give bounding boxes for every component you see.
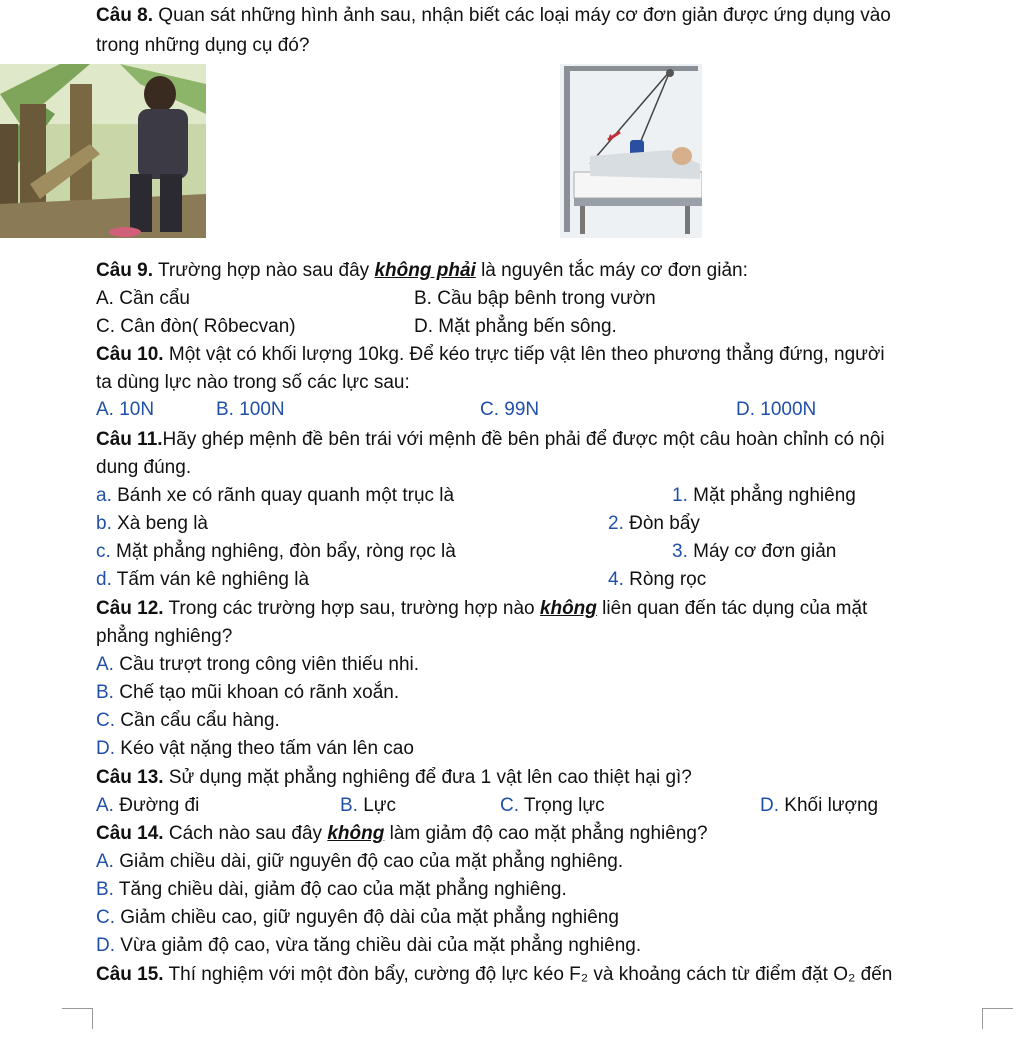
q11-right-3: 3. Máy cơ đơn giản <box>672 541 837 562</box>
q9-emphasis: không phải <box>374 260 476 281</box>
q9-option-b: B. Cầu bập bênh trong vườn <box>414 288 656 309</box>
q11-left-d: d. Tấm ván kê nghiêng là <box>96 569 310 590</box>
q8-line1: Câu 8. Quan sát những hình ảnh sau, nhận biết các loại máy cơ đơn giản được ứng dụng vào <box>96 5 891 26</box>
q12-option-d: D. Kéo vật nặng theo tấm ván lên cao <box>96 738 414 759</box>
q13-option-a: A. Đường đi <box>96 795 200 816</box>
q14-option-c: C. Giảm chiều cao, giữ nguyên độ dài của mặt phẳng nghiêng <box>96 907 619 928</box>
q9-option-c: C. Cân đòn( Rôbecvan) <box>96 316 296 337</box>
q13-line1: Câu 13. Sử dụng mặt phẳng nghiêng để đưa 1 vật lên cao thiệt hại gì? <box>96 767 692 788</box>
q13-option-d: D. Khối lượng <box>760 795 879 816</box>
q13-option-b: B. Lực <box>340 795 397 816</box>
page-corner-mark-right <box>982 1008 1013 1029</box>
q10-line1: Câu 10. Một vật có khối lượng 10kg. Để kéo trực tiếp vật lên theo phương thẳng đứng, người <box>96 344 885 365</box>
q12-line1: Câu 12. Trong các trường hợp sau, trường hợp nào không liên quan đến tác dụng của mặt <box>96 598 868 619</box>
traction-bed-photo <box>560 64 702 238</box>
q9-stem: Câu 9. Trường hợp nào sau đây không phải là nguyên tắc máy cơ đơn giản: <box>96 260 748 281</box>
q14-number: Câu 14. <box>96 823 164 844</box>
q13-option-c: C. Trọng lực <box>500 795 605 816</box>
q15-number: Câu 15. <box>96 964 164 985</box>
q10-number: Câu 10. <box>96 344 164 365</box>
q10-line2: ta dùng lực nào trong số các lực sau: <box>96 372 410 393</box>
q14-option-b: B. Tăng chiều dài, giảm độ cao của mặt phẳng nghiêng. <box>96 879 567 900</box>
q11-right-2: 2. Đòn bẩy <box>608 513 700 534</box>
q14-emphasis: không <box>327 823 385 844</box>
q11-line2: dung đúng. <box>96 457 192 478</box>
q8-line2: trong những dụng cụ đó? <box>96 35 310 56</box>
q12-line2: phẳng nghiêng? <box>96 626 233 647</box>
q8-number: Câu 8. <box>96 5 154 26</box>
q10-option-c: C. 99N <box>480 399 540 420</box>
q11-number: Câu 11. <box>96 429 163 450</box>
q13-number: Câu 13. <box>96 767 164 788</box>
q11-left-c: c. Mặt phẳng nghiêng, đòn bẩy, ròng rọc là <box>96 541 456 562</box>
q9-number: Câu 9. <box>96 260 154 281</box>
q10-option-a: A. 10N <box>96 399 155 420</box>
q11-line1: Câu 11.Hãy ghép mệnh đề bên trái với mệnh đề bên phải để được một câu hoàn chỉnh có nội <box>96 429 885 450</box>
q11-right-1: 1. Mặt phẳng nghiêng <box>672 485 856 506</box>
q10-option-d: D. 1000N <box>736 399 817 420</box>
q9-option-d: D. Mặt phẳng bến sông. <box>414 316 617 337</box>
page-corner-mark-left <box>62 1008 93 1029</box>
q14-option-d: D. Vừa giảm độ cao, vừa tăng chiều dài của mặt phẳng nghiêng. <box>96 935 642 956</box>
banana-tree-photo <box>0 64 206 238</box>
q12-option-a: A. Cầu trượt trong công viên thiếu nhi. <box>96 654 420 675</box>
q10-option-b: B. 100N <box>216 399 285 420</box>
q12-option-b: B. Chế tạo mũi khoan có rãnh xoắn. <box>96 682 400 703</box>
q12-option-c: C. Cần cẩu cẩu hàng. <box>96 710 280 731</box>
q11-left-b: b. Xà beng là <box>96 513 208 534</box>
q12-emphasis: không <box>539 598 597 619</box>
q9-option-a: A. Cần cẩu <box>96 288 190 309</box>
q14-line1: Câu 14. Cách nào sau đây không làm giảm độ cao mặt phẳng nghiêng? <box>96 823 708 844</box>
q15-line1: Câu 15. Thí nghiệm với một đòn bẩy, cường độ lực kéo F₂ và khoảng cách từ điểm đặt O₂ đến <box>96 964 893 985</box>
q11-right-4: 4. Ròng rọc <box>608 569 707 590</box>
q11-left-a: a. Bánh xe có rãnh quay quanh một trục là <box>96 485 455 506</box>
q12-number: Câu 12. <box>96 598 164 619</box>
q14-option-a: A. Giảm chiều dài, giữ nguyên độ cao của mặt phẳng nghiêng. <box>96 851 624 872</box>
